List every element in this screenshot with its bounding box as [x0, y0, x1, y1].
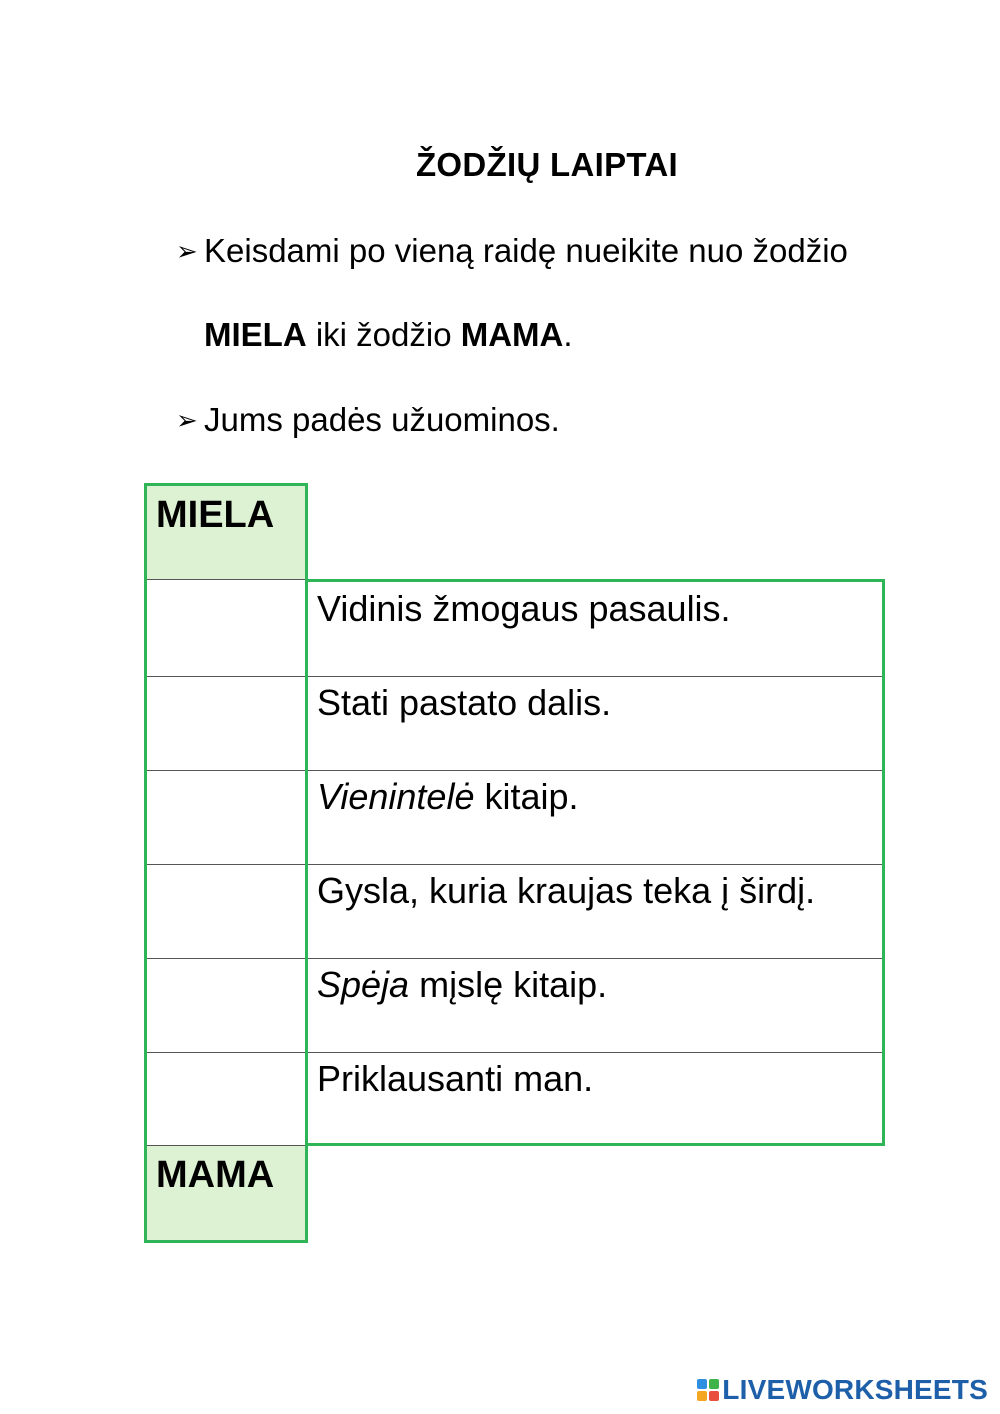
- clue-row-4: [308, 864, 882, 958]
- instruction-mid-text: iki žodžio: [306, 316, 461, 353]
- clue-5-italic: Spėja: [317, 964, 410, 1005]
- liveworksheets-logo: [697, 1376, 988, 1404]
- clue-row-1: [308, 582, 882, 676]
- clue-row-3: [308, 770, 882, 864]
- clue-1-text: Vidinis žmogaus pasaulis.: [317, 588, 731, 629]
- instruction-end-punct: .: [563, 316, 573, 353]
- clues-table: [305, 579, 885, 1146]
- answer-cell-1[interactable]: [147, 580, 305, 673]
- answer-cell-4[interactable]: [147, 865, 305, 958]
- clue-3-italic: Vienintelė: [317, 776, 475, 817]
- clue-6-text: Priklausanti man.: [317, 1058, 594, 1099]
- arrow-bullet-icon: ➢: [176, 405, 198, 435]
- liveworksheets-logo-text: LIVEWORKSHEETS: [722, 1374, 988, 1405]
- end-word-inline: MAMA: [460, 316, 564, 353]
- clue-3-text: kitaip.: [474, 776, 579, 817]
- arrow-bullet-icon: ➢: [176, 236, 198, 266]
- clue-row-6: [308, 1052, 882, 1146]
- instruction-2: [176, 401, 560, 439]
- clue-row-2: [308, 676, 882, 770]
- instruction-1-continued: [204, 316, 573, 354]
- liveworksheets-logo-icon: [697, 1379, 719, 1401]
- instruction-2-text: Jums padės užuominos.: [204, 401, 560, 438]
- clue-row-5: [308, 958, 882, 1052]
- clue-5-text: mįslę kitaip.: [409, 964, 608, 1005]
- answer-cell-5[interactable]: [147, 959, 305, 1052]
- clue-4-text: Gysla, kuria kraujas teka į širdį.: [317, 870, 816, 911]
- start-word-inline: MIELA: [204, 316, 307, 353]
- instruction-1-text: Keisdami po vieną raidę nueikite nuo žodžio: [204, 232, 848, 269]
- answer-cell-6[interactable]: [147, 1053, 305, 1146]
- clue-2-text: Stati pastato dalis.: [317, 682, 612, 723]
- answer-cell-3[interactable]: [147, 771, 305, 864]
- start-word-cell: MIELA: [147, 486, 305, 579]
- end-word-cell: MAMA: [147, 1146, 305, 1240]
- answer-cell-2[interactable]: [147, 677, 305, 770]
- page-title: ŽODŽIŲ LAIPTAI: [415, 146, 679, 183]
- instruction-1: [176, 232, 848, 270]
- word-ladder-column: [144, 483, 308, 1243]
